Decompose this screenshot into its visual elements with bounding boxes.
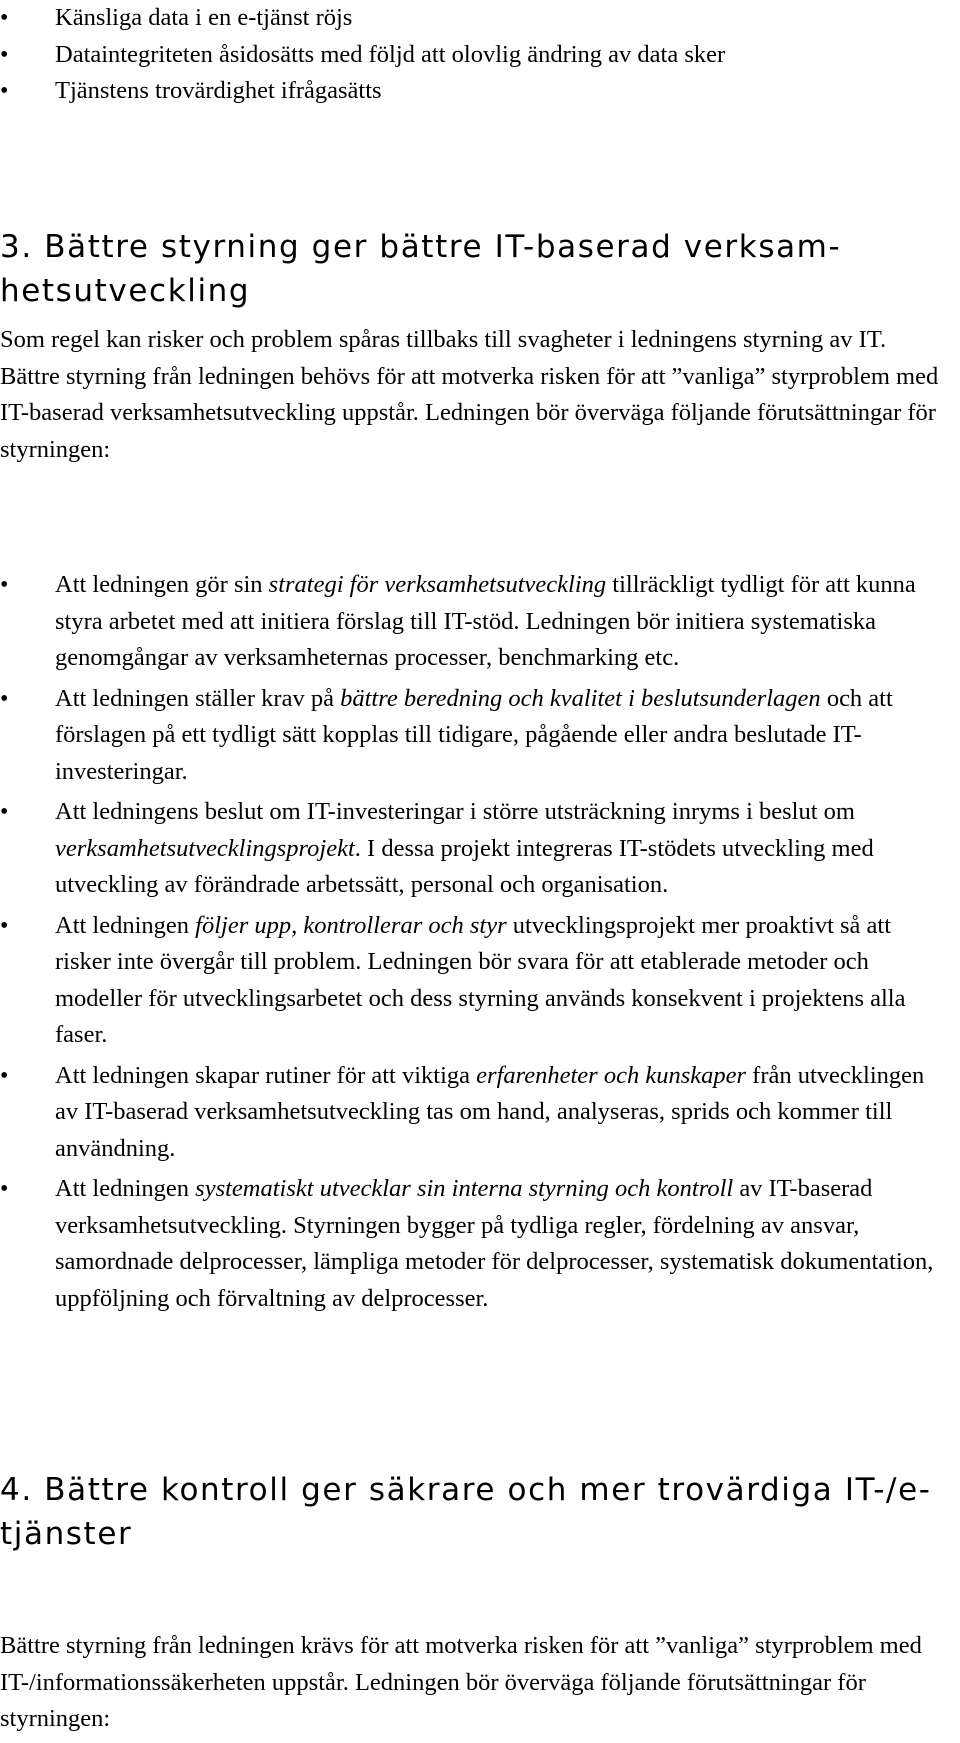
list-item xyxy=(0,37,905,74)
section-3-heading: 3. Bättre styrning ger bättre IT-baserad verksam-hetsutveckling xyxy=(0,229,842,309)
list-item-emphasis: erfarenheter och kunskaper xyxy=(476,1061,747,1089)
list-item-text: Tjänstens trovärdighet ifrågasätts xyxy=(55,77,382,104)
list-item-emphasis: verksamhetsutvecklingsprojekt xyxy=(55,834,355,862)
list-item-text-before: Att ledningen xyxy=(55,1175,196,1202)
list-item-emphasis: systematiskt utvecklar sin interna styrning och kontroll xyxy=(195,1175,734,1202)
list-item-emphasis: strategi för verksamhetsutveckling xyxy=(268,571,607,598)
list-item-text: Känsliga data i en e-tjänst röjs xyxy=(55,4,353,31)
bullet-icon: • xyxy=(0,799,9,825)
list-item-emphasis: följer upp, kontrollerar och styr xyxy=(195,911,507,939)
list-item-text-after: . I dessa projekt integreras IT-stödets utveckling med utveckling av förändrade arbetssätt, personal och organisation. xyxy=(55,834,874,898)
section-4-heading: 4. Bättre kontroll ger säkrare och mer trovärdiga IT-/e-tjänster xyxy=(0,1472,932,1552)
bullet-icon: • xyxy=(0,1062,9,1089)
bullet-icon: • xyxy=(0,1176,9,1202)
list-item-text-before: Att ledningen gör sin xyxy=(55,571,269,598)
list-item-text-before: Att ledningen skapar rutiner för att viktiga xyxy=(55,1061,477,1089)
list-item-text-after: tillräckligt tydligt för att kunna styra arbetet med att initiera förslag till IT-stöd. Ledningen bör initiera systematiska genomgångar av verksamheternas processer, benchmarking etc. xyxy=(55,571,916,671)
section-3-bullet-list xyxy=(0,567,945,1321)
list-item-text: Dataintegriteten åsidosätts med följd att olovlig ändring av data sker xyxy=(55,40,726,68)
bullet-icon: • xyxy=(0,5,9,31)
list-item-text-after: och att förslagen på ett tydligt sätt kopplas till tidigare, pågående eller andra beslutade IT-investeringar. xyxy=(55,684,893,785)
list-item-text-after: från utvecklingen av IT-baserad verksamhetsutveckling tas om hand, analyseras, sprids och kommer till användning. xyxy=(55,1061,925,1162)
section-3-paragraph: Som regel kan risker och problem spåras tillbaks till svagheter i ledningens styrning av IT. Bättre styrning från ledningen behövs för att motverka risken för att ”vanliga” styrproblem med IT-baserad verksamhetsutveckling uppstår. Ledningen bör överväga följande förutsättningar för styrningen: xyxy=(0,326,939,464)
list-item xyxy=(0,794,945,904)
list-item-text-before: Att ledningens beslut om IT-investeringar i större utsträckning inryms i beslut om xyxy=(55,798,855,825)
list-item-text-after: utvecklingsprojekt mer proaktivt så att risker inte övergår till problem. Ledningen bör svara för att etablerade metoder och modeller för utvecklingsarbetet och dess styrning används konsekvent i projektens alla faser. xyxy=(55,911,906,1048)
list-item xyxy=(0,1058,945,1168)
list-item xyxy=(0,567,945,677)
list-item-text-before: Att ledningen ställer krav på xyxy=(55,684,341,712)
top-bullet-list xyxy=(0,0,905,110)
list-item xyxy=(0,0,905,37)
list-item xyxy=(0,908,945,1054)
bullet-icon: • xyxy=(0,41,9,68)
list-item xyxy=(0,1171,945,1317)
section-4-paragraph: Bättre styrning från ledningen krävs för att motverka risken för att ”vanliga” styrproblem med IT-/informationssäkerheten uppstår. Ledningen bör överväga följande förutsättningar för styrningen: xyxy=(0,1632,922,1733)
bullet-icon: • xyxy=(0,78,9,104)
bullet-icon: • xyxy=(0,912,9,939)
list-item xyxy=(0,73,905,110)
list-item-text-after: av IT-baserad verksamhetsutveckling. Styrningen bygger på tydliga regler, fördelning av ansvar, samordnade delprocesser, lämpliga metoder för delprocesser, systematisk dokumentation, uppföljning och förvaltning av delprocesser. xyxy=(55,1175,934,1312)
list-item-text-before: Att ledningen xyxy=(55,911,196,939)
list-item-emphasis: bättre beredning och kvalitet i beslutsunderlagen xyxy=(340,684,821,712)
list-item xyxy=(0,681,945,791)
bullet-icon: • xyxy=(0,685,9,712)
bullet-icon: • xyxy=(0,572,9,598)
